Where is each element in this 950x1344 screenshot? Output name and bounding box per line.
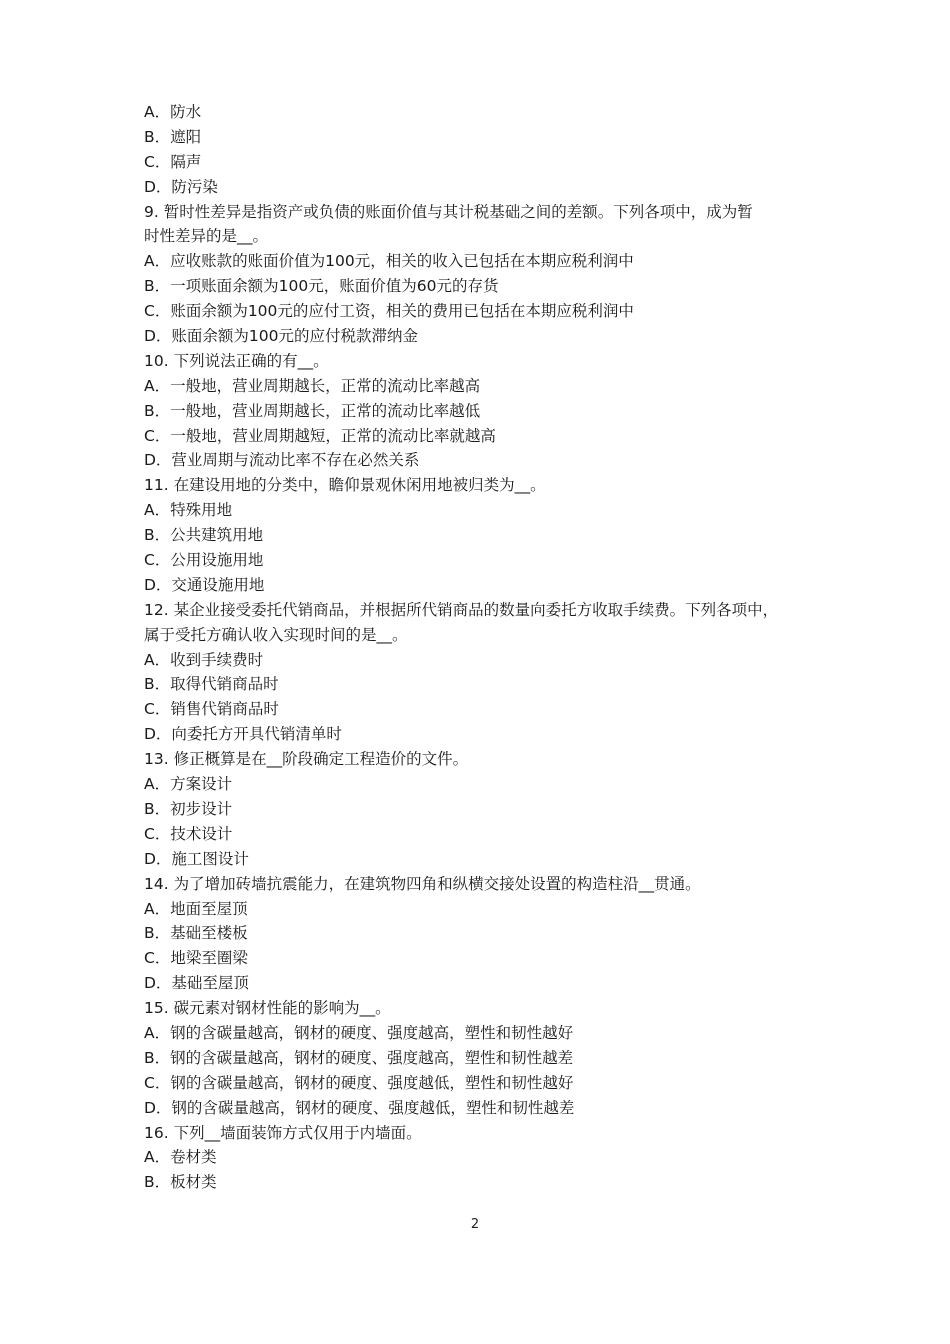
text-line: 10. 下列说法正确的有__。 [144, 351, 329, 370]
text-line: B．基础至楼板 [144, 924, 248, 943]
text-line: B．遮阳 [144, 127, 202, 146]
document-body [144, 100, 824, 1195]
text-line: A．卷材类 [144, 1148, 217, 1167]
text-line: A．一般地，营业周期越长，正常的流动比率越高 [144, 376, 481, 395]
text-line: D．防污染 [144, 177, 218, 196]
text-line: A．地面至屋顶 [144, 899, 248, 918]
text-line: B．公共建筑用地 [144, 526, 264, 545]
text-line: B．初步设计 [144, 799, 233, 818]
text-line: D．基础至屋顶 [144, 974, 249, 993]
text-line: C．隔声 [144, 152, 202, 171]
text-line: A．防水 [144, 103, 202, 121]
text-line: 14. 为了增加砖墙抗震能力，在建筑物四角和纵横交接处设置的构造柱沿__贯通。 [144, 874, 701, 893]
text-line: 16. 下列__墙面装饰方式仅用于内墙面。 [144, 1123, 422, 1142]
text-line: B．板材类 [144, 1173, 217, 1192]
text-line: 15. 碳元素对钢材性能的影响为__。 [144, 999, 391, 1018]
text-line: D．钢的含碳量越高，钢材的硬度、强度越低，塑性和韧性越差 [144, 1098, 575, 1117]
text-line: 时性差异的是__。 [144, 227, 269, 246]
text-line: B．一般地，营业周期越长，正常的流动比率越低 [144, 401, 481, 420]
text-line: C．地梁至圈梁 [144, 949, 248, 968]
text-line: 12. 某企业接受委托代销商品，并根据所代销商品的数量向委托方收取手续费。下列各项中， [144, 600, 779, 619]
text-line: C．账面余额为100元的应付工资，相关的费用已包括在本期应税利润中 [144, 302, 634, 321]
text-line: A．特殊用地 [144, 501, 233, 520]
text-line: 11. 在建设用地的分类中，瞻仰景观休闲用地被归类为__。 [144, 476, 546, 495]
text-line: D．交通设施用地 [144, 575, 265, 594]
text-line: B．一项账面余额为100元，账面价值为60元的存货 [144, 277, 499, 296]
text-line: 属于受托方确认收入实现时间的是__。 [144, 625, 408, 644]
text-line: A．应收账款的账面价值为100元，相关的收入已包括在本期应税利润中 [144, 252, 634, 271]
text-line: C．公用设施用地 [144, 551, 264, 570]
text-line: B．取得代销商品时 [144, 675, 279, 694]
text-line: C．一般地，营业周期越短，正常的流动比率就越高 [144, 426, 496, 445]
text-line: A．方案设计 [144, 775, 233, 794]
text-line: B．钢的含碳量越高，钢材的硬度、强度越高，塑性和韧性越差 [144, 1048, 574, 1067]
text-line: C．技术设计 [144, 824, 233, 843]
text-line: C．销售代销商品时 [144, 700, 279, 719]
text-line: D．营业周期与流动比率不存在必然关系 [144, 451, 420, 470]
text-line: 9. 暂时性差异是指资产或负债的账面价值与其计税基础之间的差额。下列各项中，成为暂 [144, 202, 753, 221]
text-line: D．施工图设计 [144, 849, 249, 868]
text-line: 13. 修正概算是在__阶段确定工程造价的文件。 [144, 750, 469, 769]
text-line: A．收到手续费时 [144, 650, 264, 669]
text-line: D．账面余额为100元的应付税款滞纳金 [144, 327, 419, 346]
text-line: D．向委托方开具代销清单时 [144, 725, 342, 744]
page-number: 2 [470, 1217, 480, 1232]
text-line: A．钢的含碳量越高，钢材的硬度、强度越高，塑性和韧性越好 [144, 1023, 574, 1042]
text-line: C．钢的含碳量越高，钢材的硬度、强度越低，塑性和韧性越好 [144, 1073, 574, 1092]
